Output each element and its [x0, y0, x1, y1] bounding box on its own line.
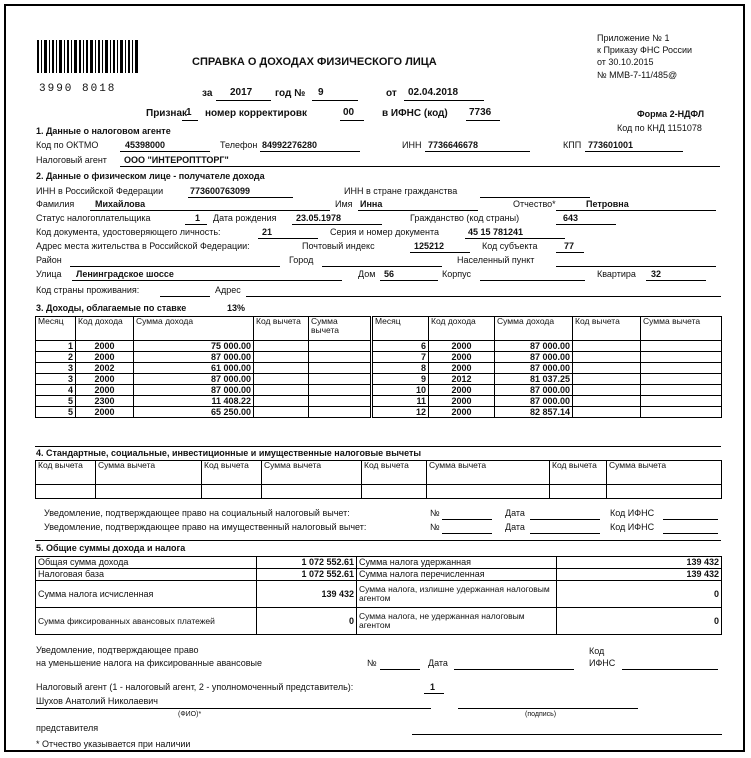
building-label: Корпус — [442, 269, 472, 279]
cell-income-code: 2012 — [429, 374, 495, 385]
cell-income-code: 2000 — [429, 341, 495, 352]
citizenship-label: Гражданство (код страны) — [410, 213, 520, 223]
income-row — [36, 363, 371, 374]
cell-income-amount: 81 037.25 — [495, 374, 573, 385]
house-label: Дом — [358, 269, 376, 279]
fio-caption: (ФИО)* — [178, 711, 202, 718]
tax-not-withheld-label: Сумма налога, не удержанная налоговым агентом — [357, 608, 557, 635]
cell-deduction-amount — [641, 352, 722, 363]
cell-deduction-amount — [309, 352, 371, 363]
footnote: * Отчество указывается при наличии — [36, 739, 191, 749]
cell-income-amount: 87 000.00 — [134, 352, 254, 363]
notice-advance-line2: на уменьшение налога на фиксированные авансовые — [36, 658, 262, 668]
notice-social-label: Уведомление, подтверждающее право на социальный налоговый вычет: — [44, 508, 350, 518]
cell-income-code: 2000 — [76, 341, 134, 352]
col-month: Месяц — [36, 317, 76, 341]
notice-advance-no-label: № — [367, 658, 377, 668]
cell-month: 12 — [373, 407, 429, 418]
agent-inn-label: ИНН — [402, 140, 422, 150]
page-title: СПРАВКА О ДОХОДАХ ФИЗИЧЕСКОГО ЛИЦА — [192, 56, 437, 68]
district-label: Район — [36, 255, 62, 265]
report-number: 9 — [318, 87, 324, 98]
notice-advance-kod-label: Код — [589, 646, 605, 656]
cell-deduction-amount — [309, 374, 371, 385]
agent-label: Налоговый агент — [36, 155, 107, 165]
status-value: 1 — [195, 213, 201, 223]
totals-table-right — [356, 556, 722, 635]
cell-deduction-amount — [309, 396, 371, 407]
cell-month: 5 — [36, 407, 76, 418]
fixed-advance-label: Сумма фиксированных авансовых платежей — [36, 608, 257, 635]
kpp-label: КПП — [563, 140, 582, 150]
section1-title: 1. Данные о налоговом агенте — [36, 126, 171, 136]
cell-month: 8 — [373, 363, 429, 374]
dob-value: 23.05.1978 — [296, 213, 342, 223]
col-income-amount: Сумма дохода — [134, 317, 254, 341]
tax-base-label: Налоговая база — [36, 569, 257, 581]
street-value: Ленинградское шоссе — [76, 269, 174, 279]
cell-income-amount: 87 000.00 — [495, 385, 573, 396]
cell-month: 3 — [36, 363, 76, 374]
cell-deduction-code — [573, 341, 641, 352]
cell-income-amount: 11 408.22 — [134, 396, 254, 407]
doc-code-label: Код документа, удостоверяющего личность: — [36, 227, 221, 237]
notice-advance-date-label: Дата — [428, 658, 448, 668]
cell-deduction-amount — [309, 407, 371, 418]
deductions-table — [35, 460, 722, 499]
notice-advance-line1: Уведомление, подтверждающее право — [36, 645, 199, 655]
correction-number: 00 — [343, 107, 355, 118]
income-row — [373, 341, 722, 352]
tax-not-withheld-value: 0 — [557, 608, 722, 635]
cell-income-code: 2000 — [429, 385, 495, 396]
cell-deduction-code — [573, 352, 641, 363]
cell-month: 2 — [36, 352, 76, 363]
report-year: 2017 — [230, 87, 253, 98]
tax-calculated-label: Сумма налога исчисленная — [36, 581, 257, 608]
col-deduction-code: Код вычета — [254, 317, 309, 341]
priznak-label: Признак — [146, 108, 188, 119]
cell-income-code: 2000 — [429, 352, 495, 363]
tax-withheld-value: 139 432 — [557, 557, 722, 569]
col-deduction-code: Код вычета — [573, 317, 641, 341]
cell-income-code: 2000 — [76, 352, 134, 363]
cell-income-amount: 87 000.00 — [134, 385, 254, 396]
barcode — [37, 40, 141, 80]
cell-income-amount: 75 000.00 — [134, 341, 254, 352]
cell-deduction-code — [254, 341, 309, 352]
street-label: Улица — [36, 269, 62, 279]
notice-property-no-label: № — [430, 522, 440, 532]
cell-month: 10 — [373, 385, 429, 396]
total-income-label: Общая сумма дохода — [36, 557, 257, 569]
cell-deduction-code — [573, 363, 641, 374]
income-row — [373, 374, 722, 385]
section5-title: 5. Общие суммы дохода и налога — [36, 543, 186, 553]
signer-name: Шухов Анатолий Николаевич — [36, 696, 158, 706]
cell-month: 5 — [36, 396, 76, 407]
appendix-line3: от 30.10.2015 — [597, 57, 654, 67]
section3-title: 3. Доходы, облагаемые по ставке — [36, 303, 187, 313]
inn-rf-value: 773600763099 — [190, 186, 251, 196]
region-code-value: 77 — [564, 241, 575, 251]
representative-label: представителя — [36, 723, 99, 733]
patronymic-label: Отчество* — [513, 199, 556, 209]
income-row — [36, 352, 371, 363]
report-date: 02.04.2018 — [408, 87, 459, 98]
house-value: 56 — [384, 269, 395, 279]
za-label: за — [202, 88, 213, 99]
cell-deduction-amount — [641, 407, 722, 418]
flat-value: 32 — [651, 269, 662, 279]
cell-deduction-code — [573, 407, 641, 418]
income-row — [36, 374, 371, 385]
cell-deduction-code — [573, 374, 641, 385]
income-row — [373, 396, 722, 407]
form-name: Форма 2-НДФЛ — [637, 109, 705, 119]
section2-title: 2. Данные о физическом лице - получателе дохода — [36, 171, 265, 181]
col-income-code: Код дохода — [76, 317, 134, 341]
cell-month: 3 — [36, 374, 76, 385]
cell-deduction-amount — [641, 341, 722, 352]
doc-series-value: 45 15 781241 — [468, 227, 524, 237]
agent-inn-value: 7736646678 — [428, 140, 479, 150]
oktmo-label: Код по ОКТМО — [36, 140, 99, 150]
agent-name: ООО "ИНТЕРОПТТОРГ" — [124, 155, 229, 165]
cell-income-code: 2300 — [76, 396, 134, 407]
dob-label: Дата рождения — [213, 213, 277, 223]
cell-deduction-amount — [309, 363, 371, 374]
surname-label: Фамилия — [36, 199, 75, 209]
patronymic-value: Петровна — [586, 199, 629, 209]
name-value: Инна — [360, 199, 383, 209]
surname-value: Михайлова — [95, 199, 146, 209]
income-row — [373, 352, 722, 363]
cell-deduction-code — [254, 374, 309, 385]
tax-excess-label: Сумма налога, излишне удержанная налоговым агентом — [357, 581, 557, 608]
cell-income-amount: 87 000.00 — [495, 341, 573, 352]
tax-base-value: 1 072 552.61 — [257, 569, 357, 581]
region-code-label: Код субъекта — [482, 241, 538, 251]
notice-advance-ifns-label: ИФНС — [589, 658, 616, 668]
cell-income-code: 2000 — [429, 407, 495, 418]
income-row — [36, 341, 371, 352]
oktmo-value: 45398000 — [125, 140, 166, 150]
deduction-sum-header: Сумма вычета — [96, 461, 202, 485]
cell-income-code: 2000 — [429, 396, 495, 407]
country-code-label: Код страны проживания: — [36, 285, 140, 295]
cell-income-code: 2000 — [76, 385, 134, 396]
tax-transferred-value: 139 432 — [557, 569, 722, 581]
flat-label: Квартира — [597, 269, 636, 279]
totals-table-left — [35, 556, 357, 635]
notice-property-date-label: Дата — [505, 522, 525, 532]
notice-social-no-label: № — [430, 508, 440, 518]
income-row — [373, 407, 722, 418]
year-label: год № — [275, 88, 306, 99]
ifns-code: 7736 — [469, 107, 492, 118]
tax-calculated-value: 139 432 — [257, 581, 357, 608]
deduction-code-header: Код вычета — [202, 461, 262, 485]
tax-withheld-label: Сумма налога удержанная — [357, 557, 557, 569]
cell-month: 6 — [373, 341, 429, 352]
cell-deduction-code — [254, 407, 309, 418]
cell-income-amount: 65 250.00 — [134, 407, 254, 418]
deduction-sum-header: Сумма вычета — [427, 461, 550, 485]
cell-income-amount: 87 000.00 — [495, 396, 573, 407]
cell-income-amount: 87 000.00 — [495, 363, 573, 374]
tax-transferred-label: Сумма налога перечисленная — [357, 569, 557, 581]
cell-income-code: 2000 — [76, 407, 134, 418]
cell-income-amount: 82 857.14 — [495, 407, 573, 418]
cell-deduction-code — [573, 385, 641, 396]
cell-month: 1 — [36, 341, 76, 352]
cell-income-amount: 87 000.00 — [134, 374, 254, 385]
cell-income-code: 2000 — [429, 363, 495, 374]
inn-rf-label: ИНН в Российской Федерации — [36, 186, 164, 196]
fixed-advance-value: 0 — [257, 608, 357, 635]
tax-rate: 13% — [227, 303, 246, 313]
phone-value: 84992276280 — [262, 140, 318, 150]
cell-month: 7 — [373, 352, 429, 363]
settlement-label: Населенный пункт — [457, 255, 535, 265]
priznak-value: 1 — [186, 107, 192, 118]
postcode-value: 125212 — [414, 241, 445, 251]
ot-label: от — [386, 88, 397, 99]
notice-social-ifns-label: Код ИФНС — [610, 508, 655, 518]
cell-deduction-amount — [641, 374, 722, 385]
cell-month: 9 — [373, 374, 429, 385]
notice-property-label: Уведомление, подтверждающее право на имущественный налоговый вычет: — [44, 522, 367, 532]
phone-label: Телефон — [220, 140, 258, 150]
doc-series-label: Серия и номер документа — [330, 227, 439, 237]
inn-citizenship-label: ИНН в стране гражданства — [344, 186, 458, 196]
income-row — [373, 363, 722, 374]
cell-deduction-amount — [641, 396, 722, 407]
income-table-right — [372, 316, 722, 418]
cell-deduction-amount — [309, 385, 371, 396]
deduction-code-header: Код вычета — [36, 461, 96, 485]
cell-deduction-amount — [641, 363, 722, 374]
citizenship-value: 643 — [563, 213, 579, 223]
col-deduction-amount: Сумма вычета — [309, 317, 371, 341]
deduction-sum-header: Сумма вычета — [607, 461, 722, 485]
cell-deduction-amount — [309, 341, 371, 352]
deduction-code-header: Код вычета — [550, 461, 607, 485]
tax-excess-value: 0 — [557, 581, 722, 608]
doc-code-value: 21 — [262, 227, 273, 237]
total-income-value: 1 072 552.61 — [257, 557, 357, 569]
correction-label: номер корректировк — [205, 108, 308, 119]
income-row — [36, 407, 371, 418]
cell-deduction-code — [254, 363, 309, 374]
col-income-amount: Сумма дохода — [495, 317, 573, 341]
knd-code: Код по КНД 1151078 — [617, 123, 702, 133]
cell-deduction-code — [254, 352, 309, 363]
appendix-line4: № ММВ-7-11/485@ — [597, 70, 678, 80]
status-label: Статус налогоплательщика — [36, 213, 151, 223]
appendix-line1: Приложение № 1 — [597, 33, 670, 43]
cell-month: 4 — [36, 385, 76, 396]
cell-income-code: 2002 — [76, 363, 134, 374]
income-row — [373, 385, 722, 396]
notice-social-date-label: Дата — [505, 508, 525, 518]
cell-income-amount: 61 000.00 — [134, 363, 254, 374]
cell-income-code: 2000 — [76, 374, 134, 385]
city-label: Город — [289, 255, 314, 265]
income-row — [36, 385, 371, 396]
col-deduction-amount: Сумма вычета — [641, 317, 722, 341]
income-table-left — [35, 316, 371, 418]
signature-caption: (подпись) — [525, 711, 557, 718]
address-label: Адрес места жительства в Российской Федерации: — [36, 241, 250, 251]
kpp-value: 773601001 — [588, 140, 634, 150]
notice-property-ifns-label: Код ИФНС — [610, 522, 655, 532]
ifns-label: в ИФНС (код) — [382, 108, 448, 119]
section4-title: 4. Стандартные, социальные, инвестиционные и имущественные налоговые вычеты — [36, 448, 422, 458]
agent-type-value: 1 — [430, 682, 436, 692]
cell-deduction-amount — [641, 385, 722, 396]
cell-month: 11 — [373, 396, 429, 407]
foreign-address-label: Адрес — [215, 285, 241, 295]
cell-deduction-code — [254, 385, 309, 396]
deduction-code-header: Код вычета — [362, 461, 427, 485]
cell-deduction-code — [573, 396, 641, 407]
deduction-sum-header: Сумма вычета — [262, 461, 362, 485]
postcode-label: Почтовый индекс — [302, 241, 375, 251]
name-label: Имя — [335, 199, 353, 209]
col-month: Месяц — [373, 317, 429, 341]
appendix-line2: к Приказу ФНС России — [597, 45, 693, 55]
agent-type-label: Налоговый агент (1 - налоговый агент, 2 - уполномоченный представитель): — [36, 682, 354, 692]
col-income-code: Код дохода — [429, 317, 495, 341]
cell-deduction-code — [254, 396, 309, 407]
cell-income-amount: 87 000.00 — [495, 352, 573, 363]
income-row — [36, 396, 371, 407]
barcode-number: 3990 8018 — [39, 83, 117, 95]
